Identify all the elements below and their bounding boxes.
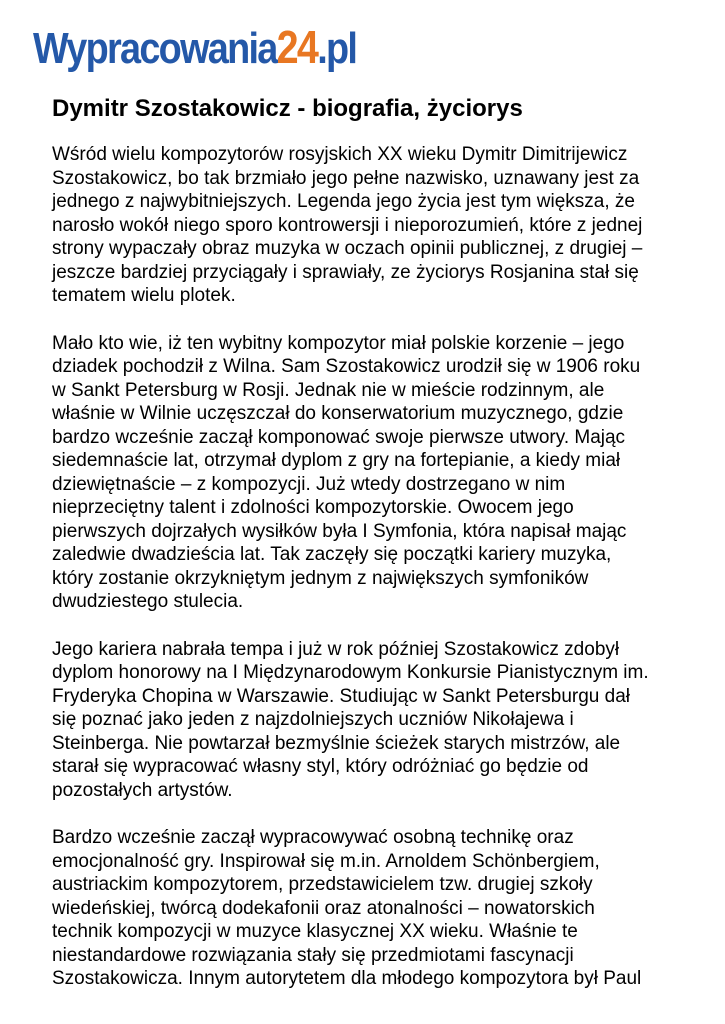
logo-text-pl: .pl bbox=[317, 24, 357, 73]
article-body bbox=[52, 143, 692, 1015]
page-title: Dymitr Szostakowicz - biografia, życiorys bbox=[52, 95, 523, 122]
article-paragraph: Mało kto wie, iż ten wybitny kompozytor miał polskie korzenie – jego dziadek pochodził z Wilna. Sam Szostakowicz urodził się w 1906 roku w Sankt Petersburg w Rosji. Jednak nie w mieście rodzinnym, ale właśnie w Wilnie uczęszczał do konserwatorium muzycznego, gdzie bardzo wcześnie zaczął komponować swoje pierwsze utwory. Mając siedemnaście lat, otrzymał dyplom z gry na fortepianie, a kiedy miał dziewiętnaście – z kompozycji. Już wtedy dostrzegano w nim nieprzeciętny talent i zdolności kompozytorskie. Owocem jego pierwszych dojrzałych wysiłków była I Symfonia, która napisał mając zaledwie dwadzieścia lat. Tak zaczęły się początki kariery muzyka, który zostanie okrzykniętym jednym z największych symfoników dwudziestego stulecia. bbox=[52, 332, 641, 612]
article-paragraph: Jego kariera nabrała tempa i już w rok później Szostakowicz zdobył dyplom honorowy na I Międzynarodowym Konkursie Pianistycznym im. Fryderyka Chopina w Warszawie. Studiując w Sankt Petersburgu dał się poznać jako jeden z najzdolniejszych uczniów Nikołajewa i Steinberga. Nie powtarzał bezmyślnie ścieżek starych mistrzów, ale starał się wypracować własny styl, który odróżniać go będzie od pozostałych artystów. bbox=[52, 638, 649, 801]
site-logo[interactable] bbox=[33, 16, 356, 78]
article-paragraph: Wśród wielu kompozytorów rosyjskich XX wieku Dymitr Dimitrijewicz Szostakowicz, bo tak brzmiało jego pełne nazwisko, uznawany jest za jednego z najwybitniejszych. Legenda jego życia jest tym większa, że narosło wokół niego sporo kontrowersji i nieporozumień, które z jednej strony wypaczały obraz muzyka w oczach opinii publicznej, z drugiej – jeszcze bardziej przyciągały i sprawiały, ze życiorys Rosjanina stał się tematem wielu plotek. bbox=[52, 144, 643, 306]
logo-text-wypracowania: Wypracowania bbox=[33, 24, 277, 73]
article-paragraph: Bardzo wcześnie zaczął wypracowywać osobną technikę oraz emocjonalność gry. Inspirował się m.in. Arnoldem Schönbergiem, austriackim kompozytorem, przedstawicielem tzw. drugiej szkoły wiedeńskiej, twórcą dodekafonii oraz atonalności – nowatorskich technik kompozycji w muzyce klasycznej XX wieku. Właśnie te niestandardowe rozwiązania stały się przedmiotami fascynacji Szostakowicza. Innym autorytetem dla młodego kompozytora był Paul bbox=[52, 827, 642, 989]
logo-text-24: 24 bbox=[276, 21, 318, 73]
